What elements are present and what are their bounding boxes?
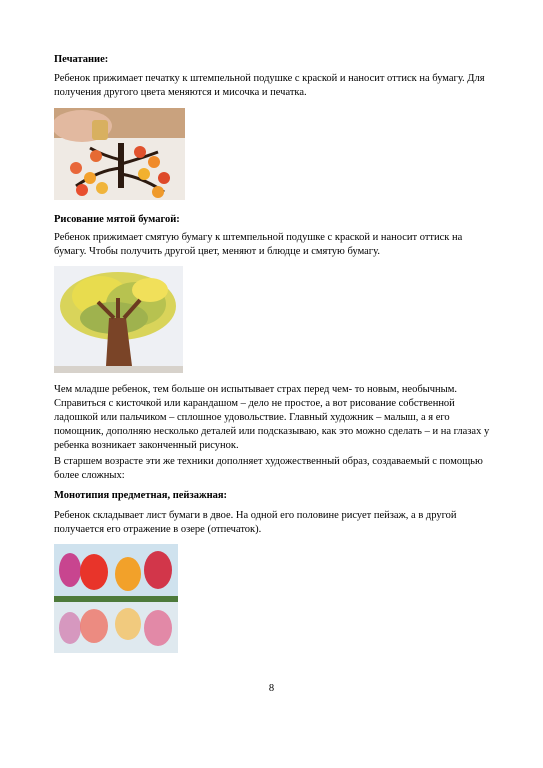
heading-crumpled-paper: Рисование мятой бумагой: bbox=[54, 214, 180, 225]
paragraph-crumpled-paper: Ребенок прижимает смятую бумагу к штемпельной подушке с краской и наносит оттиск на бумагу. Чтобы получить другой цвет, меняют и блюдце и смятую бумагу. bbox=[54, 232, 463, 257]
paragraph-printing: Ребенок прижимает печатку к штемпельной подушке с краской и наносит оттиск на бумагу. Для получения другого цвета меняются и мисочка и печатка. bbox=[54, 73, 485, 98]
heading-printing: Печатание: bbox=[54, 54, 109, 65]
photo-crumpled-paper-tree bbox=[54, 266, 183, 373]
page-number: 8 bbox=[268, 683, 275, 694]
heading-monotype: Монотипия предметная, пейзажная: bbox=[54, 490, 228, 501]
photo-monotype-landscape bbox=[54, 544, 178, 653]
photo-stamp-printing-tree bbox=[54, 108, 185, 200]
paragraph-older-age: В старшем возрасте эти же техники дополняет художественный образ, создаваемый с помощью более сложных: bbox=[54, 456, 483, 481]
paragraph-fear-of-new: Чем младше ребенок, тем больше он испытывает страх перед чем- то новым, необычным. Справиться с кисточкой или карандашом – дело не простое, а вот рисование собственной ладошкой или пальчиком – сплошное удовольствие. Главный художник – малыш, а я его помощник, дополняю несколько деталей или подсказываю, как это можно сделать – и на глазах у ребенка возникает законченный рисунок. bbox=[54, 384, 490, 451]
paragraph-monotype: Ребенок складывает лист бумаги в двое. На одной его половине рисует пейзаж, а в другой получается его отражение в озере (отпечаток). bbox=[54, 510, 457, 535]
